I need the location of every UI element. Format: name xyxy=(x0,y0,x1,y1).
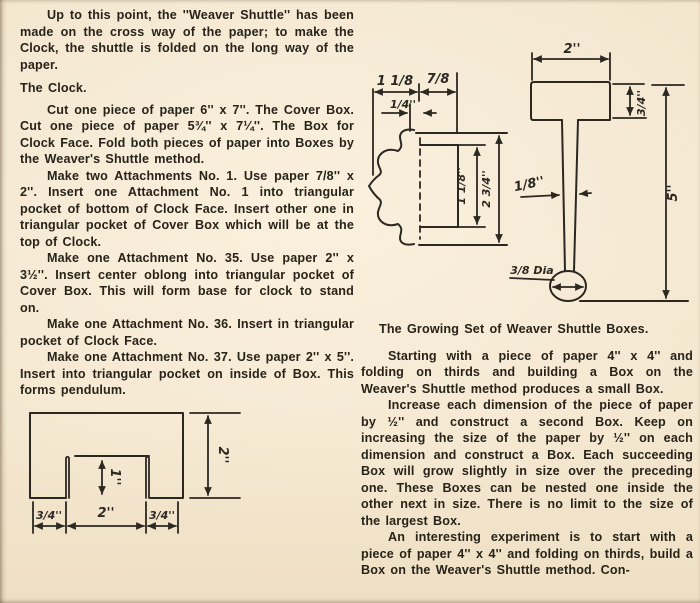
dim-label-bottom-right: 3/4'' xyxy=(148,509,176,522)
pendulum-stem-right xyxy=(574,120,578,271)
dim-label-bob-diameter: 3/8 Dia xyxy=(510,264,554,277)
right-column xyxy=(361,321,693,579)
dim-arrow-stem-right xyxy=(580,193,591,194)
dim-label-bottom-left: 3/4'' xyxy=(35,509,63,522)
bob-label-leader-line xyxy=(510,278,554,280)
dim-label-bottom-center: 2'' xyxy=(97,506,115,521)
dim-label-head-height: 3/4'' xyxy=(635,89,648,117)
section-heading-the-clock: The Clock. xyxy=(20,81,87,95)
paragraph-cut-pieces: Cut one piece of paper 6'' x 7''. The Cover Box. Cut one piece of paper 5¾'' x 7¼''. The Box for Clock Face. Fold both pieces of paper into Boxes by the Weaver's Shuttle method. xyxy=(20,102,354,166)
paragraph-attachment-36: Make one Attachment No. 36. Insert in triangular pocket of Clock Face. xyxy=(20,317,354,348)
paragraph-growing-start: Starting with a piece of paper 4'' x 4'' and folding on thirds and building a Box on the Weaver's Shuttle method produces a small Box. xyxy=(361,348,693,396)
clock-face-and-pendulum-diagram xyxy=(358,25,700,321)
dim-arrow-stem-left xyxy=(521,195,559,197)
dim-label-slot-height: 1'' xyxy=(107,468,122,486)
dim-label-stem-width: 1/8'' xyxy=(512,174,546,196)
dim-label-plate-height: 2'' xyxy=(215,446,230,464)
clock-ornament-profile xyxy=(369,129,414,244)
base-plate-diagram xyxy=(22,406,267,551)
base-plate-slit-left xyxy=(66,457,69,498)
dim-label-notch: 1/4'' xyxy=(389,98,417,111)
paragraph-attachment-35: Make one Attachment No. 35. Use paper 2'' x 3½''. Insert center oblong into triangular pocket of Cover Box. This will form base for clock to stand on. xyxy=(20,251,354,315)
pendulum-bar xyxy=(531,82,610,120)
paragraph-intro: Up to this point, the ''Weaver Shuttle'' has been made on the cross way of the paper; to make the Clock, the shuttle is folded on the long way of the paper. xyxy=(20,8,354,72)
left-column xyxy=(20,7,354,399)
paragraph-attachment-1: Make two Attachments No. 1. Use paper 7/8'' x 2''. Insert one Attachment No. 1 into triangular pocket of bottom of Clock Face. Insert other one in triangular pocket of Cover Box which will be at the top of Clock. xyxy=(20,168,354,249)
dim-label-total-height: 5'' xyxy=(666,184,681,202)
dim-label-outer-height: 2 3/4'' xyxy=(480,170,493,208)
dim-label-top-left: 1 1/8 xyxy=(376,74,414,89)
base-plate-slit-right xyxy=(146,457,149,498)
dim-label-top-right: 7/8 xyxy=(426,72,450,87)
pendulum-bob-circle xyxy=(550,271,586,301)
clock-body-rect xyxy=(420,145,458,227)
paragraph-growing-increase: Increase each dimension of the piece of paper by ½'' and construct a second Box. Keep on increasing the size of the paper by ½'' on each dimension and construct a Box. Each succeeding Box will grow slightly in size over the preceding one. These Boxes can be nested one inside the other next in size. There is no limit to the size of the largest Box. xyxy=(361,398,693,528)
paragraph-growing-experiment: An interesting experiment is to start with a piece of paper 4'' x 4'' and folding on thirds, build a Box on the Weaver's Shuttle method. Con- xyxy=(361,530,693,577)
dim-label-bar-width: 2'' xyxy=(563,42,581,57)
pendulum-stem-left xyxy=(562,120,565,271)
paragraph-attachment-37: Make one Attachment No. 37. Use paper 2'' x 5''. Insert into triangular pocket on inside of Box. This forms pendulum. xyxy=(20,350,354,397)
pendulum-diagram xyxy=(510,42,688,301)
figure-caption: The Growing Set of Weaver Shuttle Boxes. xyxy=(379,322,649,336)
clock-face-diagram xyxy=(369,72,507,245)
dim-label-inner-height: 1 1/8'' xyxy=(455,167,468,205)
